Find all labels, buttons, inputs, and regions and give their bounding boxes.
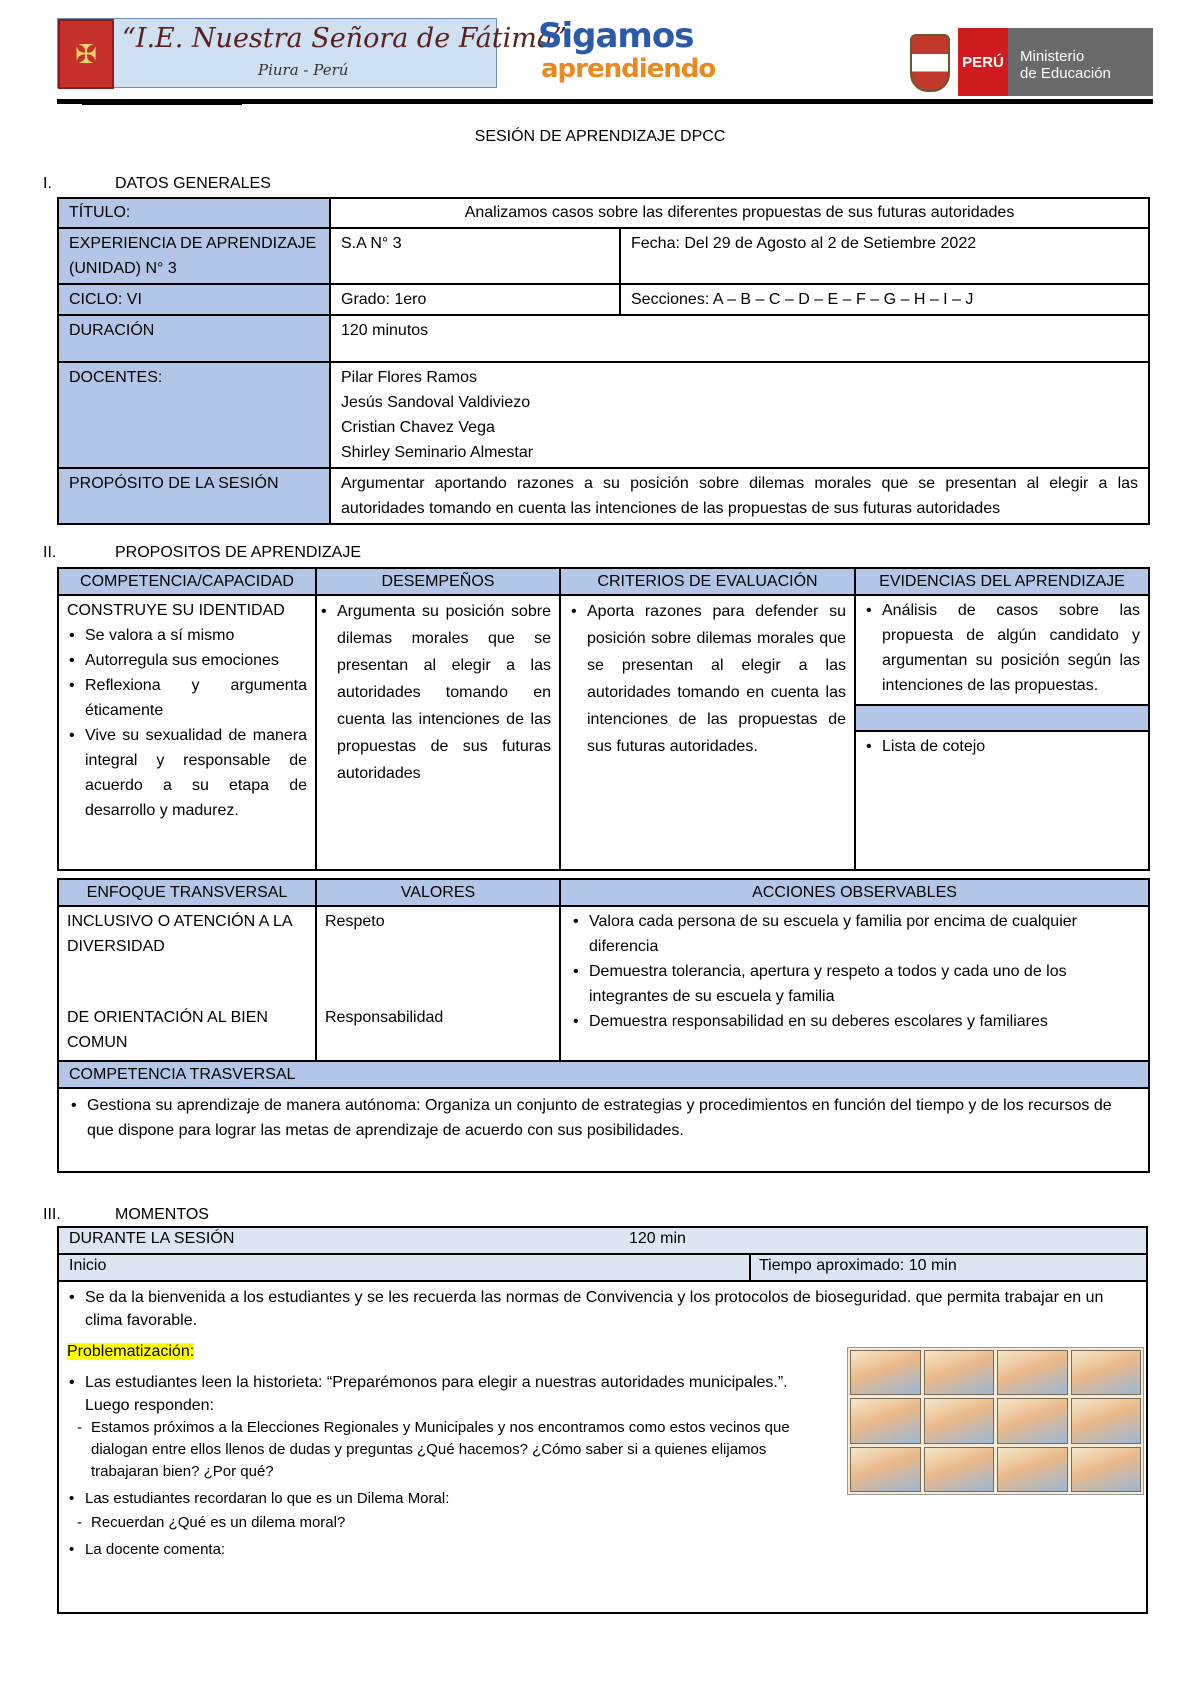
titulo-value: Analizamos casos sobre las diferentes propuestas de sus futuras autoridades <box>330 198 1149 228</box>
section2-number: II. <box>43 544 57 561</box>
criterio-cell <box>560 595 855 870</box>
desempeno-item: • Argumenta su posición sobre dilemas morales que se presentan al elegir a las autoridades tomando en cuenta las intenciones de las propuestas de sus futuras autoridades <box>319 598 551 787</box>
accion-item: • Valora cada persona de su escuela y familia por encima de cualquier diferencia <box>571 909 1138 959</box>
header-criterios: CRITERIOS DE EVALUACIÓN <box>560 568 855 595</box>
valor-responsabilidad: Responsabilidad <box>325 1009 444 1026</box>
inicio-label: Inicio <box>69 1257 107 1274</box>
header-valores: VALORES <box>316 879 560 906</box>
capacidad-item: • Vive su sexualidad de manera integral y responsable de acuerdo a su etapa de desarrollo y madurez. <box>67 723 307 823</box>
section3-title: MOMENTOS <box>115 1206 209 1223</box>
comic-panel <box>997 1350 1068 1395</box>
comic-strip-image <box>847 1347 1144 1495</box>
school-shield-icon: ✠ <box>58 19 114 89</box>
competencia-title: CONSTRUYE SU IDENTIDAD <box>67 602 285 619</box>
historieta-sub-item: - Estamos próximos a la Elecciones Regionales y Municipales y nos encontramos como estos vecinos que dialogan entre ellos llenos de dudas y preguntas ¿Qué hacemos? ¿Cómo saber si a quienes elijamos trabajaran bien? ¿Por qué? <box>77 1417 807 1483</box>
competencia-trasversal-item: • Gestiona su aprendizaje de manera autónoma: Organiza un conjunto de estrategias y procedimientos en función del tiempo y de los recursos de que dispone para lograr las metas de aprendizaje de acuerdo con sus posibilidades. <box>69 1093 1138 1143</box>
inicio-divider <box>749 1253 751 1282</box>
header-enfoque: ENFOQUE TRANSVERSAL <box>58 879 316 906</box>
section3-number: III. <box>43 1206 61 1223</box>
enfoques-table <box>57 878 1150 1173</box>
dilema-item: • Las estudiantes recordaran lo que es un Dilema Moral: <box>67 1487 1137 1510</box>
enfoque-cell <box>58 906 316 1061</box>
header-acciones: ACCIONES OBSERVABLES <box>560 879 1149 906</box>
section2-title: PROPOSITOS DE APRENDIZAJE <box>115 544 361 561</box>
section1-number: I. <box>43 175 52 192</box>
comic-panel <box>850 1350 921 1395</box>
comic-panel <box>924 1350 995 1395</box>
bienvenida-item: • Se da la bienvenida a los estudiantes y se les recuerda las normas de Convivencia y los protocolos de bioseguridad. que permita trabajar en un clima favorable. <box>67 1286 1137 1332</box>
document-title: SESIÓN DE APRENDIZAJE DPCC <box>474 128 726 145</box>
comic-panel <box>1071 1398 1142 1443</box>
experiencia-value: S.A N° 3 <box>330 228 620 284</box>
proposito-label: PROPÓSITO DE LA SESIÓN <box>58 468 330 524</box>
inicio-time: Tiempo aproximado: 10 min <box>759 1257 957 1274</box>
accion-item: • Demuestra tolerancia, apertura y respeto a todos y cada uno de los integrantes de su escuela y familia <box>571 959 1138 1009</box>
experiencia-label: EXPERIENCIA DE APRENDIZAJE (UNIDAD) N° 3 <box>58 228 330 284</box>
fecha: Fecha: Del 29 de Agosto al 2 de Setiembre 2022 <box>620 228 1149 284</box>
comic-panel <box>924 1398 995 1443</box>
valor-respeto: Respeto <box>325 913 385 930</box>
historieta-item: • Las estudiantes leen la historieta: “Preparémonos para elegir a nuestras autoridades municipales.”. Luego responden: <box>67 1371 807 1417</box>
comic-panel <box>1071 1447 1142 1492</box>
enfoque-bien-comun: DE ORIENTACIÓN AL BIEN COMUN <box>67 1009 268 1051</box>
header-evidencias: EVIDENCIAS DEL APRENDIZAJE <box>855 568 1149 595</box>
peru-badge: PERÚ <box>958 28 1008 96</box>
capacidad-item: • Se valora a sí mismo <box>67 623 307 648</box>
duracion-label: DURACIÓN <box>58 315 330 362</box>
school-name: “I.E. Nuestra Señora de Fátima” <box>122 23 567 54</box>
docente-name: Pilar Flores Ramos <box>341 369 478 386</box>
header-competencia: COMPETENCIA/CAPACIDAD <box>58 568 316 595</box>
desempeno-cell <box>316 595 560 870</box>
ministry-line1: Ministerio <box>1020 48 1085 65</box>
inicio-row <box>59 1255 1146 1282</box>
durante-label: DURANTE LA SESIÓN <box>69 1230 235 1247</box>
section1-title: DATOS GENERALES <box>115 175 271 192</box>
comic-panel <box>1071 1350 1142 1395</box>
header-divider-thin <box>82 104 242 105</box>
evidencia-item: • Análisis de casos sobre las propuesta de algún candidato y argumentan su posición según las intenciones de las propuestas. <box>864 598 1140 698</box>
header-desempenos: DESEMPEÑOS <box>316 568 560 595</box>
docentes-label: DOCENTES: <box>58 362 330 468</box>
comic-panel <box>997 1447 1068 1492</box>
program-logo-line2: aprendiendo <box>541 54 716 84</box>
docente-comenta-item: • La docente comenta: <box>67 1538 1137 1561</box>
evidencia-cell <box>855 595 1149 705</box>
competencia-cell <box>58 595 316 870</box>
capacidad-item: • Reflexiona y argumenta éticamente <box>67 673 307 723</box>
enfoque-inclusivo: INCLUSIVO O ATENCIÓN A LA DIVERSIDAD <box>67 913 292 955</box>
durante-row <box>59 1228 1146 1255</box>
docente-name: Jesús Sandoval Valdiviezo <box>341 394 531 411</box>
valores-cell <box>316 906 560 1061</box>
instrumento-cell <box>855 731 1149 870</box>
instrumento-item: • Lista de cotejo <box>864 734 1140 759</box>
propositos-table <box>57 567 1150 871</box>
secciones: Secciones: A – B – C – D – E – F – G – H – I – J <box>620 284 1149 315</box>
evidencia-spacer <box>855 705 1149 731</box>
proposito-value: Argumentar aportando razones a su posición sobre dilemas morales que se presentan al elegir a las autoridades tomando en cuenta las intenciones de las propuestas de sus futuras autoridades <box>330 468 1149 524</box>
ministry-logo <box>1008 28 1153 96</box>
comic-panel <box>850 1398 921 1443</box>
competencia-trasversal-label: COMPETENCIA TRASVERSAL <box>58 1061 1149 1088</box>
ministry-line2: de Educación <box>1020 65 1111 82</box>
titulo-label: TÍTULO: <box>58 198 330 228</box>
ciclo: CICLO: VI <box>58 284 330 315</box>
school-logo-banner <box>57 18 567 88</box>
durante-time: 120 min <box>629 1230 686 1247</box>
school-city: Piura - Perú <box>258 61 349 79</box>
duracion-value: 120 minutos <box>330 315 1149 362</box>
accion-item: • Demuestra responsabilidad en su deberes escolares y familiares <box>571 1009 1138 1034</box>
capacidad-item: • Autorregula sus emociones <box>67 648 307 673</box>
criterio-item: • Aporta razones para defender su posición sobre dilemas morales que se presentan al elegir a las autoridades tomando en cuenta las intenciones de las propuestas de sus futuras autoridades. <box>569 598 846 760</box>
competencia-trasversal-cell <box>58 1088 1149 1172</box>
program-logo-line1: Sigamos <box>538 16 694 56</box>
acciones-cell <box>560 906 1149 1061</box>
docente-name: Shirley Seminario Almestar <box>341 444 534 461</box>
grado: Grado: 1ero <box>330 284 620 315</box>
comic-panel <box>997 1398 1068 1443</box>
docentes-list <box>330 362 1149 468</box>
docente-name: Cristian Chavez Vega <box>341 419 495 436</box>
peru-coat-of-arms-icon <box>910 34 950 92</box>
dilema-sub-item: - Recuerdan ¿Qué es un dilema moral? <box>77 1512 1137 1534</box>
problematizacion-label: Problematización: <box>67 1343 195 1360</box>
comic-panel <box>924 1447 995 1492</box>
comic-panel <box>850 1447 921 1492</box>
datos-generales-table <box>57 197 1150 525</box>
